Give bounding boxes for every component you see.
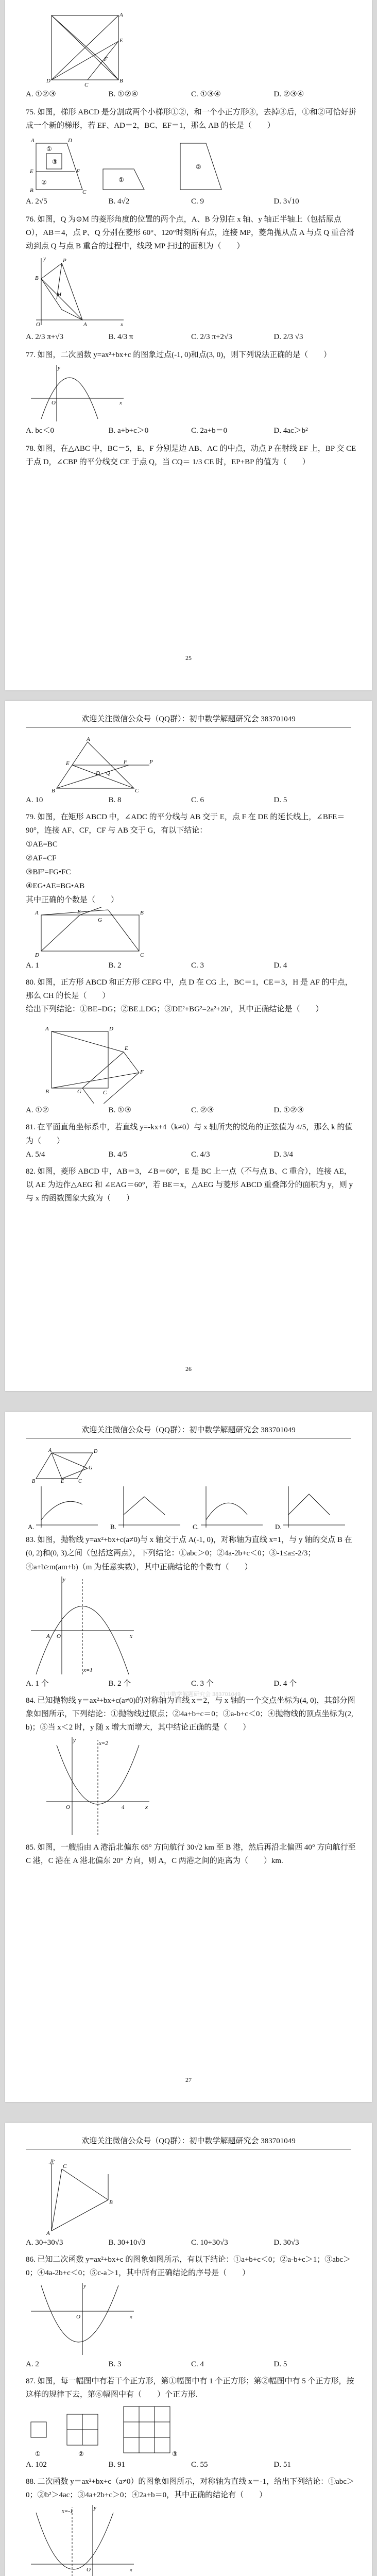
svg-text:E: E — [30, 168, 33, 175]
q81-option-d[interactable]: D. 3/4 — [273, 1150, 293, 1159]
svg-text:x: x — [130, 1633, 132, 1639]
svg-text:E: E — [119, 38, 123, 44]
q84-figure — [41, 1735, 155, 1838]
page-25 — [5, 0, 372, 690]
q84-text: 84. 已知抛物线 y＝ax²+bx+c(a≠0)的对称轴为直线 x＝2，与 x 轴的一个交点坐标为(4, 0)，其部分图象如图所示，下列结论：①抛物线过原点；②4a+b+c＝0；③a-b+c＜0；④抛物线的顶点坐标为(2, b)；⑤当 x＜2 时，y 随 x 增大而增大，其中结论正确的是（ ） — [26, 1696, 355, 1732]
svg-text:C: C — [63, 2163, 67, 2170]
q82-figure — [31, 1448, 149, 1484]
q79-option-a[interactable]: A. 1 — [26, 961, 39, 970]
svg-text:②: ② — [41, 178, 47, 186]
q83-text: 83. 如图，抛物线 y=ax²+bx+c(a≠0)与 x 轴交于点 A(-1, 0)，对称轴为直线 x=1，与 y 轴的交点 B 在(0, 2)和(0, 3)之间（包括这两点），下列结论：①abc＞0；②4a-2b+c＜0；③-1≤a≤-2/3；④a+b≥m(am+b)（m 为任意实数），其中正确结论的个数有（ ） — [26, 1536, 352, 1571]
q76-option-c[interactable]: C. 2/3 π+2√3 — [191, 333, 232, 342]
q77-option-c[interactable]: C. 2a+b＝0 — [191, 426, 228, 435]
svg-text:O: O — [36, 321, 40, 328]
svg-text:G: G — [89, 1465, 93, 1471]
q83-option-b[interactable]: B. 2 个 — [108, 1679, 131, 1688]
q79-figure — [31, 907, 165, 959]
svg-text:G: G — [77, 1089, 81, 1095]
svg-text:A: A — [83, 321, 87, 328]
q81-option-b[interactable]: B. 4/5 — [108, 1150, 128, 1159]
svg-text:F: F — [140, 1069, 144, 1076]
svg-text:A: A — [46, 1633, 50, 1639]
svg-text:③: ③ — [52, 158, 58, 165]
svg-text:x=-1: x=-1 — [62, 2507, 73, 2514]
q85-option-b[interactable]: B. 30+10√3 — [108, 2239, 146, 2247]
q82-option-c[interactable]: C. — [193, 1523, 199, 1530]
q83-option-d[interactable]: D. 4 个 — [273, 1679, 297, 1688]
svg-text:E: E — [61, 1479, 64, 1484]
page-content — [26, 737, 356, 1206]
q83-option-c[interactable]: C. 3 个 — [191, 1679, 214, 1688]
svg-text:x: x — [119, 399, 122, 406]
q75-options — [26, 195, 356, 209]
svg-text:x=2: x=2 — [99, 1740, 108, 1747]
svg-text:D: D — [68, 137, 72, 144]
q74-figure — [41, 10, 144, 88]
q75-option-b[interactable]: B. 4√2 — [108, 197, 130, 206]
svg-text:G: G — [98, 917, 102, 923]
svg-text:C: C — [103, 1090, 107, 1096]
svg-text:O: O — [87, 2566, 91, 2573]
q86-option-d[interactable]: D. 5 — [273, 2360, 287, 2368]
svg-text:y: y — [63, 1576, 65, 1583]
svg-text:D: D — [46, 78, 50, 84]
q87-fig-label: ③ — [172, 2450, 178, 2458]
q81-option-a[interactable]: A. 5/4 — [26, 1150, 45, 1159]
q78-text: 78. 如图，在△ABC 中，BC＝5，E、F 分别是边 AB、AC 的中点，动点 P 在射线 EF 上，BP 交 CE 于点 D，∠CBP 的平分线交 CE 于点 Q，当 CQ＝ 1/3 CE 时，EP+BP 的值为（ ） — [26, 444, 356, 466]
q82-option-d[interactable]: D. — [275, 1523, 282, 1530]
page-header: 欢迎关注微信公众号（QQ群）：初中数学解题研究会 383701049 — [26, 713, 351, 727]
svg-text:A: A — [45, 1026, 49, 1032]
q80-text: 80. 如图，正方形 ABCD 和正方形 CEFG 中，点 D 在 CG 上，BC＝1，CE＝3，H 是 AF 的中点，那么 CH 的长是（ ） — [26, 978, 353, 1000]
q85-option-d[interactable]: D. 30√3 — [273, 2239, 299, 2247]
svg-text:C: C — [140, 952, 144, 958]
svg-text:Q: Q — [106, 770, 110, 776]
svg-text:C: C — [84, 82, 89, 88]
q80-option-b[interactable]: B. ①③ — [108, 1106, 131, 1115]
page-header: 欢迎关注微信公众号（QQ群）：初中数学解题研究会 383701049 — [26, 1424, 351, 1438]
q88-figure — [26, 2502, 139, 2576]
q87-option-a[interactable]: A. 102 — [26, 2461, 47, 2469]
q74-option-d[interactable]: D. ②③④ — [273, 90, 304, 98]
q77-text: 77. 如图，二次函数 y=ax²+bx+c 的图象过点(-1, 0)和点(3, 0)，则下列说法正确的是（ ） — [26, 351, 332, 360]
page-content — [26, 10, 356, 469]
q81-text: 81. 在平面直角坐标系中，若直线 y=-kx+4（k≠0）与 x 轴所夹的锐角的正弦值为 4/5，那么 k 的值为（ ） — [26, 1123, 353, 1145]
q75-option-c[interactable]: C. 9 — [191, 197, 204, 206]
q87-figure — [26, 2401, 191, 2458]
q77-option-b[interactable]: B. a+b+c＞0 — [108, 426, 149, 435]
q79-statement: 其中正确的个数是（ ） — [26, 895, 119, 904]
q87-fig-label: ② — [78, 2450, 84, 2458]
svg-text:E: E — [77, 908, 81, 915]
q76-option-a[interactable]: A. 2/3 π+√3 — [26, 333, 64, 342]
q77-option-a[interactable]: A. bc＜0 — [26, 426, 54, 435]
q79-statement: ④EG•AE=BG•AB — [26, 882, 85, 890]
svg-text:A: A — [31, 137, 35, 144]
svg-text:C: C — [82, 189, 87, 195]
svg-text:F: F — [76, 168, 80, 175]
q86-option-c[interactable]: C. 4 — [191, 2360, 204, 2368]
q87-option-b[interactable]: B. 91 — [108, 2461, 126, 2469]
svg-text:A: A — [87, 737, 90, 742]
q78-option-a[interactable]: A. 10 — [26, 796, 43, 804]
svg-text:①: ① — [118, 176, 124, 183]
q85-options — [26, 2236, 356, 2250]
q87-fig-label: ① — [35, 2450, 41, 2458]
q77-figure — [26, 362, 129, 424]
q75-option-a[interactable]: A. 2√5 — [26, 197, 47, 206]
svg-text:B: B — [109, 2199, 113, 2206]
svg-text:C: C — [135, 788, 139, 793]
svg-text:D: D — [94, 1449, 98, 1454]
q80-options — [26, 1104, 356, 1117]
q74-options — [26, 88, 356, 101]
svg-text:B: B — [30, 187, 33, 194]
page-content — [26, 1448, 356, 1868]
page-26 — [5, 701, 372, 1391]
q74-option-a[interactable]: A. ①②③ — [26, 90, 56, 98]
svg-text:O: O — [52, 399, 56, 406]
q75-figure — [26, 133, 314, 195]
q82-answer-graphs — [26, 1484, 355, 1530]
q76-option-b[interactable]: B. 4/3 π — [108, 333, 133, 342]
page-27 — [5, 1412, 372, 2102]
q87-option-c[interactable]: C. 55 — [191, 2461, 208, 2469]
svg-text:4: 4 — [122, 1804, 125, 1810]
q85-text: 85. 如图，一艘船由 A 港沿北偏东 65° 方向航行 30√2 km 至 B 港，然后再沿北偏西 40° 方向航行至 C 港，C 港在 A 港北偏东 20° 方向，则 A，C 两港之间的距离为（ ）km. — [26, 1843, 356, 1865]
q76-text: 76. 如图，Q 为⊙M 的菱形角度的位置的两个点，A、B 分别在 x 轴、y 轴正半轴上（包括原点 O），AB＝4，点 P、Q 分别在菱形 60°、120°时刻所有点，连接 MP，菱角抛从点 A 与点 Q 重合滑动到点 Q 与点 B 重合的过程中，线段 MP 扫过的面积为（ ） — [26, 215, 354, 250]
q82-text: 82. 如图，菱形 ABCD 中，AB＝3，∠B＝60°，E 是 BC 上一点（不与点 B、C 重合），连接 AE，以 AE 为边作△AEG 和 ∠EAG＝60°，若 BE＝x，△AEG 与菱形 ABCD 重叠部分的面积为 y，则 y 与 x 的函数图象大致为（ ） — [26, 1167, 353, 1203]
svg-text:x: x — [121, 321, 123, 328]
svg-text:P: P — [63, 258, 66, 264]
svg-text:y: y — [94, 2504, 96, 2511]
q78-option-b[interactable]: B. 8 — [108, 796, 122, 804]
svg-text:D: D — [109, 1026, 113, 1032]
q78-option-d[interactable]: D. 5 — [273, 796, 287, 804]
svg-text:M: M — [57, 292, 62, 298]
q79-option-b[interactable]: B. 2 — [108, 961, 122, 970]
q82-option-a[interactable]: A. — [28, 1523, 35, 1530]
svg-text:x: x — [130, 2566, 132, 2573]
q83-figure — [26, 1574, 139, 1677]
svg-text:C: C — [78, 1479, 82, 1484]
q88-text: 88. 二次函数 y＝ax²+bx+c（a≠0）的图象如图所示，对称轴为直线 x＝-1，给出下列结论：①abc＞0；②b²＞4ac；③4a+2b+c＞0；④2a+b＝0，其中正确的结论有（ ） — [26, 2478, 354, 2500]
page-number: 26 — [185, 1365, 192, 1372]
svg-text:P: P — [149, 759, 153, 765]
q80-option-c[interactable]: C. ②③ — [191, 1106, 214, 1115]
q82-option-b[interactable]: B. — [110, 1523, 116, 1530]
svg-text:E: E — [125, 1045, 128, 1052]
q75-text: 75. 如图，梯形 ABCD 是分割成两个小梯形①②，和一个小正方形③，去掉③后，①和②可恰好拼成一个新的梯形，若 EF、AD＝2，BC、EF＝1，那么 AB 的长是（ ） — [26, 108, 356, 130]
svg-text:O: O — [76, 2313, 80, 2320]
q77-options — [26, 424, 356, 438]
q80b-text: 给出下列结论：①BE=DG；②BE⊥DG；③DE²+BG²=2a²+2b²，其中正确结论是（ ） — [26, 1005, 323, 1013]
q79-statement: ①AE=BC — [26, 840, 58, 849]
q79-options — [26, 959, 356, 973]
q81-option-c[interactable]: C. 4/3 — [191, 1150, 210, 1159]
svg-text:x: x — [130, 2313, 132, 2320]
q80-figure — [36, 1016, 149, 1104]
q78-figure — [46, 737, 160, 793]
svg-text:F: F — [104, 56, 108, 62]
q87-option-d[interactable]: D. 51 — [273, 2461, 291, 2469]
svg-text:E: E — [66, 760, 70, 767]
svg-text:B: B — [35, 275, 39, 282]
q86-text: 86. 已知二次函数 y=ax²+bx+c 的图象如图所示，有以下结论：①a+b+c＜0；②a-b+c＞1；③abc＞0；④4a-2b+c＜0；⑤c-a＞1，其中所有正确结论的序号是（ ） — [26, 2256, 351, 2278]
svg-text:y: y — [43, 256, 46, 262]
svg-text:D: D — [35, 952, 39, 958]
q74-option-c[interactable]: C. ①③④ — [191, 90, 221, 98]
svg-text:x=1: x=1 — [83, 1667, 93, 1673]
q86-option-a[interactable]: A. 2 — [26, 2360, 39, 2368]
q79-option-d[interactable]: D. 4 — [273, 961, 287, 970]
q76-options — [26, 330, 356, 344]
q86-figure — [26, 2280, 139, 2358]
svg-text:y: y — [83, 2282, 86, 2289]
svg-text:A: A — [48, 1448, 52, 1453]
q78-option-c[interactable]: C. 6 — [191, 796, 204, 804]
svg-text:y: y — [58, 364, 60, 371]
q87-options — [26, 2458, 356, 2472]
svg-text:O: O — [66, 1804, 70, 1810]
q77-option-d[interactable]: D. 4ac＞b² — [273, 426, 308, 435]
svg-text:①: ① — [46, 145, 52, 152]
q87-text: 87. 如图，每一幅图中有若干个正方形，第①幅图中有 1 个正方形；第②幅图中有 5 个正方形，按这样的规律下去，第⑥幅图中有（ ）个正方形. — [26, 2377, 354, 2399]
svg-text:②: ② — [196, 163, 201, 171]
svg-text:B: B — [45, 1089, 49, 1095]
q76-figure — [26, 253, 129, 330]
svg-text:x: x — [145, 1804, 148, 1810]
q79-option-c[interactable]: C. 3 — [191, 961, 204, 970]
q83-option-a[interactable]: A. 1 个 — [26, 1679, 49, 1688]
page-content — [26, 2159, 356, 2576]
q74-option-b[interactable]: B. ①②④ — [108, 90, 139, 98]
q85-figure — [31, 2159, 124, 2236]
page-header: 欢迎关注微信公众号（QQ群）：初中数学解题研究会 383701049 — [26, 2135, 351, 2149]
svg-text:A: A — [119, 12, 123, 18]
svg-text:F: F — [124, 759, 127, 765]
q79-text: 79. 如图，在矩形 ABCD 中，∠ADC 的平分线与 AB 交于 E，点 F 在 DE 的延长线上，∠BFE＝90°，连接 AF、CF，CF 与 AB 交于 G，有以下结论： — [26, 813, 345, 835]
svg-text:D: D — [96, 770, 100, 776]
q80-option-d[interactable]: D. ①②③ — [273, 1106, 304, 1115]
q79-statement: ③BF²=FG•FC — [26, 868, 71, 876]
svg-text:B: B — [119, 78, 123, 84]
q86-options — [26, 2358, 356, 2371]
watermark: 初中数学解题研究会 383701049 — [160, 1691, 241, 1698]
q80-option-a[interactable]: A. ①② — [26, 1106, 49, 1115]
page-number: 27 — [185, 2076, 192, 2083]
q85-option-a[interactable]: A. 30+30√3 — [26, 2239, 63, 2247]
svg-text:O: O — [57, 1633, 61, 1639]
svg-text:B: B — [140, 909, 144, 916]
q78-options — [26, 793, 356, 807]
q85-option-c[interactable]: C. 10+30√3 — [191, 2239, 228, 2247]
q79-statement: ②AF=CF — [26, 854, 57, 862]
svg-text:B: B — [52, 788, 55, 793]
svg-text:B: B — [32, 1479, 36, 1484]
svg-text:y: y — [73, 1737, 76, 1743]
q81-options — [26, 1148, 356, 1162]
q75-option-d[interactable]: D. 3√10 — [273, 197, 299, 206]
page-28 — [5, 2123, 372, 2576]
q76-option-d[interactable]: D. 2/3 √3 — [273, 333, 303, 342]
svg-text:北: 北 — [48, 2159, 54, 2165]
svg-text:A: A — [35, 909, 39, 916]
q83-options — [26, 1677, 356, 1691]
page-number: 25 — [185, 654, 192, 662]
q86-option-b[interactable]: B. 3 — [108, 2360, 122, 2368]
svg-text:A: A — [46, 2230, 50, 2236]
